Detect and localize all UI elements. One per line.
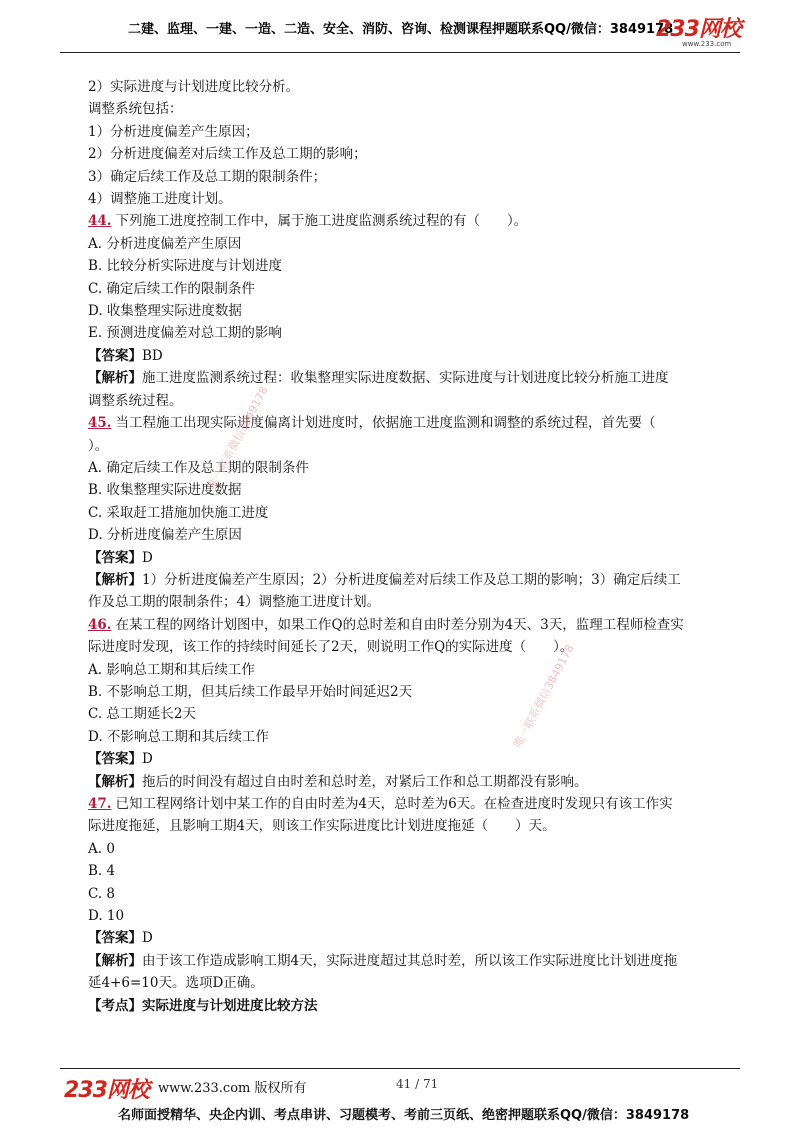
intro-line: 1）分析进度偏差产生原因； [88, 123, 259, 140]
analysis [88, 569, 748, 591]
analysis [88, 367, 748, 389]
question-47-stem [88, 793, 748, 815]
question-45-stem [88, 412, 748, 434]
question-text: 下列施工进度控制工作中，属于施工进度监测系统过程的有（ ）。 [115, 213, 528, 230]
analysis-continued: 作及总工期的限制条件；4）调整施工进度计划。 [88, 594, 381, 611]
answer [88, 547, 748, 569]
question-number: 46. [88, 616, 112, 633]
answer-label: 【答案】 [88, 930, 142, 947]
answer [88, 927, 748, 949]
answer-label: 【答案】 [88, 751, 142, 768]
question-number: 47. [88, 796, 112, 812]
analysis-text: 拖后的时间没有超过自由时差和总时差，对紧后工作和总工期都没有影响。 [142, 773, 588, 790]
option: B. 不影响总工期，但其后续工作最早开始时间延迟2天 [88, 683, 413, 700]
footer-site: www.233.com 版权所有 [158, 1081, 307, 1096]
option: B. 比较分析实际进度与计划进度 [88, 258, 283, 275]
analysis [88, 771, 748, 793]
question-text-continued: 际进度时发现，该工作的持续时间延长了2天，则说明工作Q的实际进度（ ）。 [88, 639, 574, 656]
header-divider [60, 52, 740, 53]
intro-line: 2）分析进度偏差对后续工作及总工期的影响； [88, 146, 367, 163]
answer [88, 345, 748, 367]
page-number: 41 / 71 [396, 1077, 439, 1091]
analysis-text: 1）分析进度偏差产生原因；2）分析进度偏差对后续工作及总工期的影响；3）确定后续工 [142, 571, 681, 588]
analysis-text: 由于该工作造成影响工期4天，实际进度超过其总时差，所以该工作实际进度比计划进度拖 [142, 952, 678, 969]
key-point-label: 【考点】 [88, 997, 142, 1014]
analysis [88, 950, 748, 972]
brand-logo: 233网校 [656, 17, 741, 42]
question-number: 44. [88, 213, 112, 230]
page-header [0, 0, 800, 52]
option: B. 收集整理实际进度数据 [88, 482, 242, 499]
question-text: 在某工程的网络计划图中，如果工作Q的总时差和自由时差分别为4天、3天，监理工程师检查实 [115, 616, 684, 633]
option: C. 总工期延长2天 [88, 706, 197, 723]
option: C. 确定后续工作的限制条件 [88, 280, 255, 297]
intro-line: 调整系统包括： [88, 101, 183, 118]
answer [88, 748, 748, 770]
option: B. 4 [88, 863, 116, 880]
option: E. 预测进度偏差对总工期的影响 [88, 325, 282, 342]
answer-value: D [142, 930, 153, 947]
question-44-stem [88, 210, 748, 232]
answer-value: D [142, 751, 153, 768]
watermark: 唯一联系微信3849178 [205, 384, 271, 493]
option: A. 影响总工期和其后续工作 [88, 661, 255, 678]
analysis-text: 施工进度监测系统过程：收集整理实际进度数据、实际进度与计划进度比较分析施工进度 [142, 370, 669, 387]
analysis-label: 【解析】 [88, 370, 142, 387]
question-46-stem [88, 614, 748, 636]
option: A. 分析进度偏差产生原因 [88, 235, 242, 252]
answer-label: 【答案】 [88, 347, 142, 364]
question-text: 当工程施工出现实际进度偏离计划进度时，依据施工进度监测和调整的系统过程，首先要（ [115, 415, 656, 432]
option: C. 采取赶工措施加快施工进度 [88, 504, 269, 521]
document-body [88, 76, 748, 1017]
analysis-continued: 调整系统过程。 [88, 392, 183, 409]
brand-logo-sub: www.233.com [682, 40, 732, 48]
question-text-continued: ）。 [88, 437, 109, 454]
question-text: 已知工程网络计划中某工作的自由时差为4天，总时差为6天。在检查进度时发现只有该工作实 [115, 796, 673, 812]
option: D. 收集整理实际进度数据 [88, 303, 242, 320]
key-point-text: 实际进度与计划进度比较方法 [142, 997, 318, 1014]
option: A. 确定后续工作及总工期的限制条件 [88, 459, 309, 476]
question-number: 45. [88, 415, 112, 432]
header-text: 二建、监理、一建、一造、二造、安全、消防、咨询、检测课程押题联系QQ/微信：3849178 [128, 22, 674, 37]
intro-line: 3）确定后续工作及总工期的限制条件； [88, 168, 327, 185]
analysis-continued: 延4+6=10天。选项D正确。 [88, 975, 264, 992]
footer-text: 名师面授精华、央企内训、考点串讲、习题模考、考前三页纸、绝密押题联系QQ/微信：3849178 [118, 1108, 690, 1123]
analysis-label: 【解析】 [88, 952, 142, 969]
answer-value: D [142, 549, 153, 566]
watermark: 唯一联系微信3849178 [511, 642, 577, 751]
option: C. 8 [88, 885, 116, 902]
question-text-continued: 际进度拖延，且影响工期4天，则该工作实际进度比计划进度拖延（ ）天。 [88, 818, 556, 835]
analysis-label: 【解析】 [88, 571, 142, 588]
intro-line: 2）实际进度与计划进度比较分析。 [88, 79, 300, 95]
footer-logo: 233网校 [64, 1078, 149, 1103]
option: A. 0 [88, 840, 115, 857]
answer-value: BD [142, 347, 163, 364]
option: D. 分析进度偏差产生原因 [88, 527, 242, 544]
answer-label: 【答案】 [88, 549, 142, 566]
intro-line: 4）调整施工进度计划。 [88, 191, 232, 208]
analysis-label: 【解析】 [88, 773, 142, 790]
option: D. 不影响总工期和其后续工作 [88, 728, 269, 745]
footer-divider [60, 1068, 740, 1069]
option: D. 10 [88, 908, 125, 925]
key-point [88, 995, 748, 1017]
